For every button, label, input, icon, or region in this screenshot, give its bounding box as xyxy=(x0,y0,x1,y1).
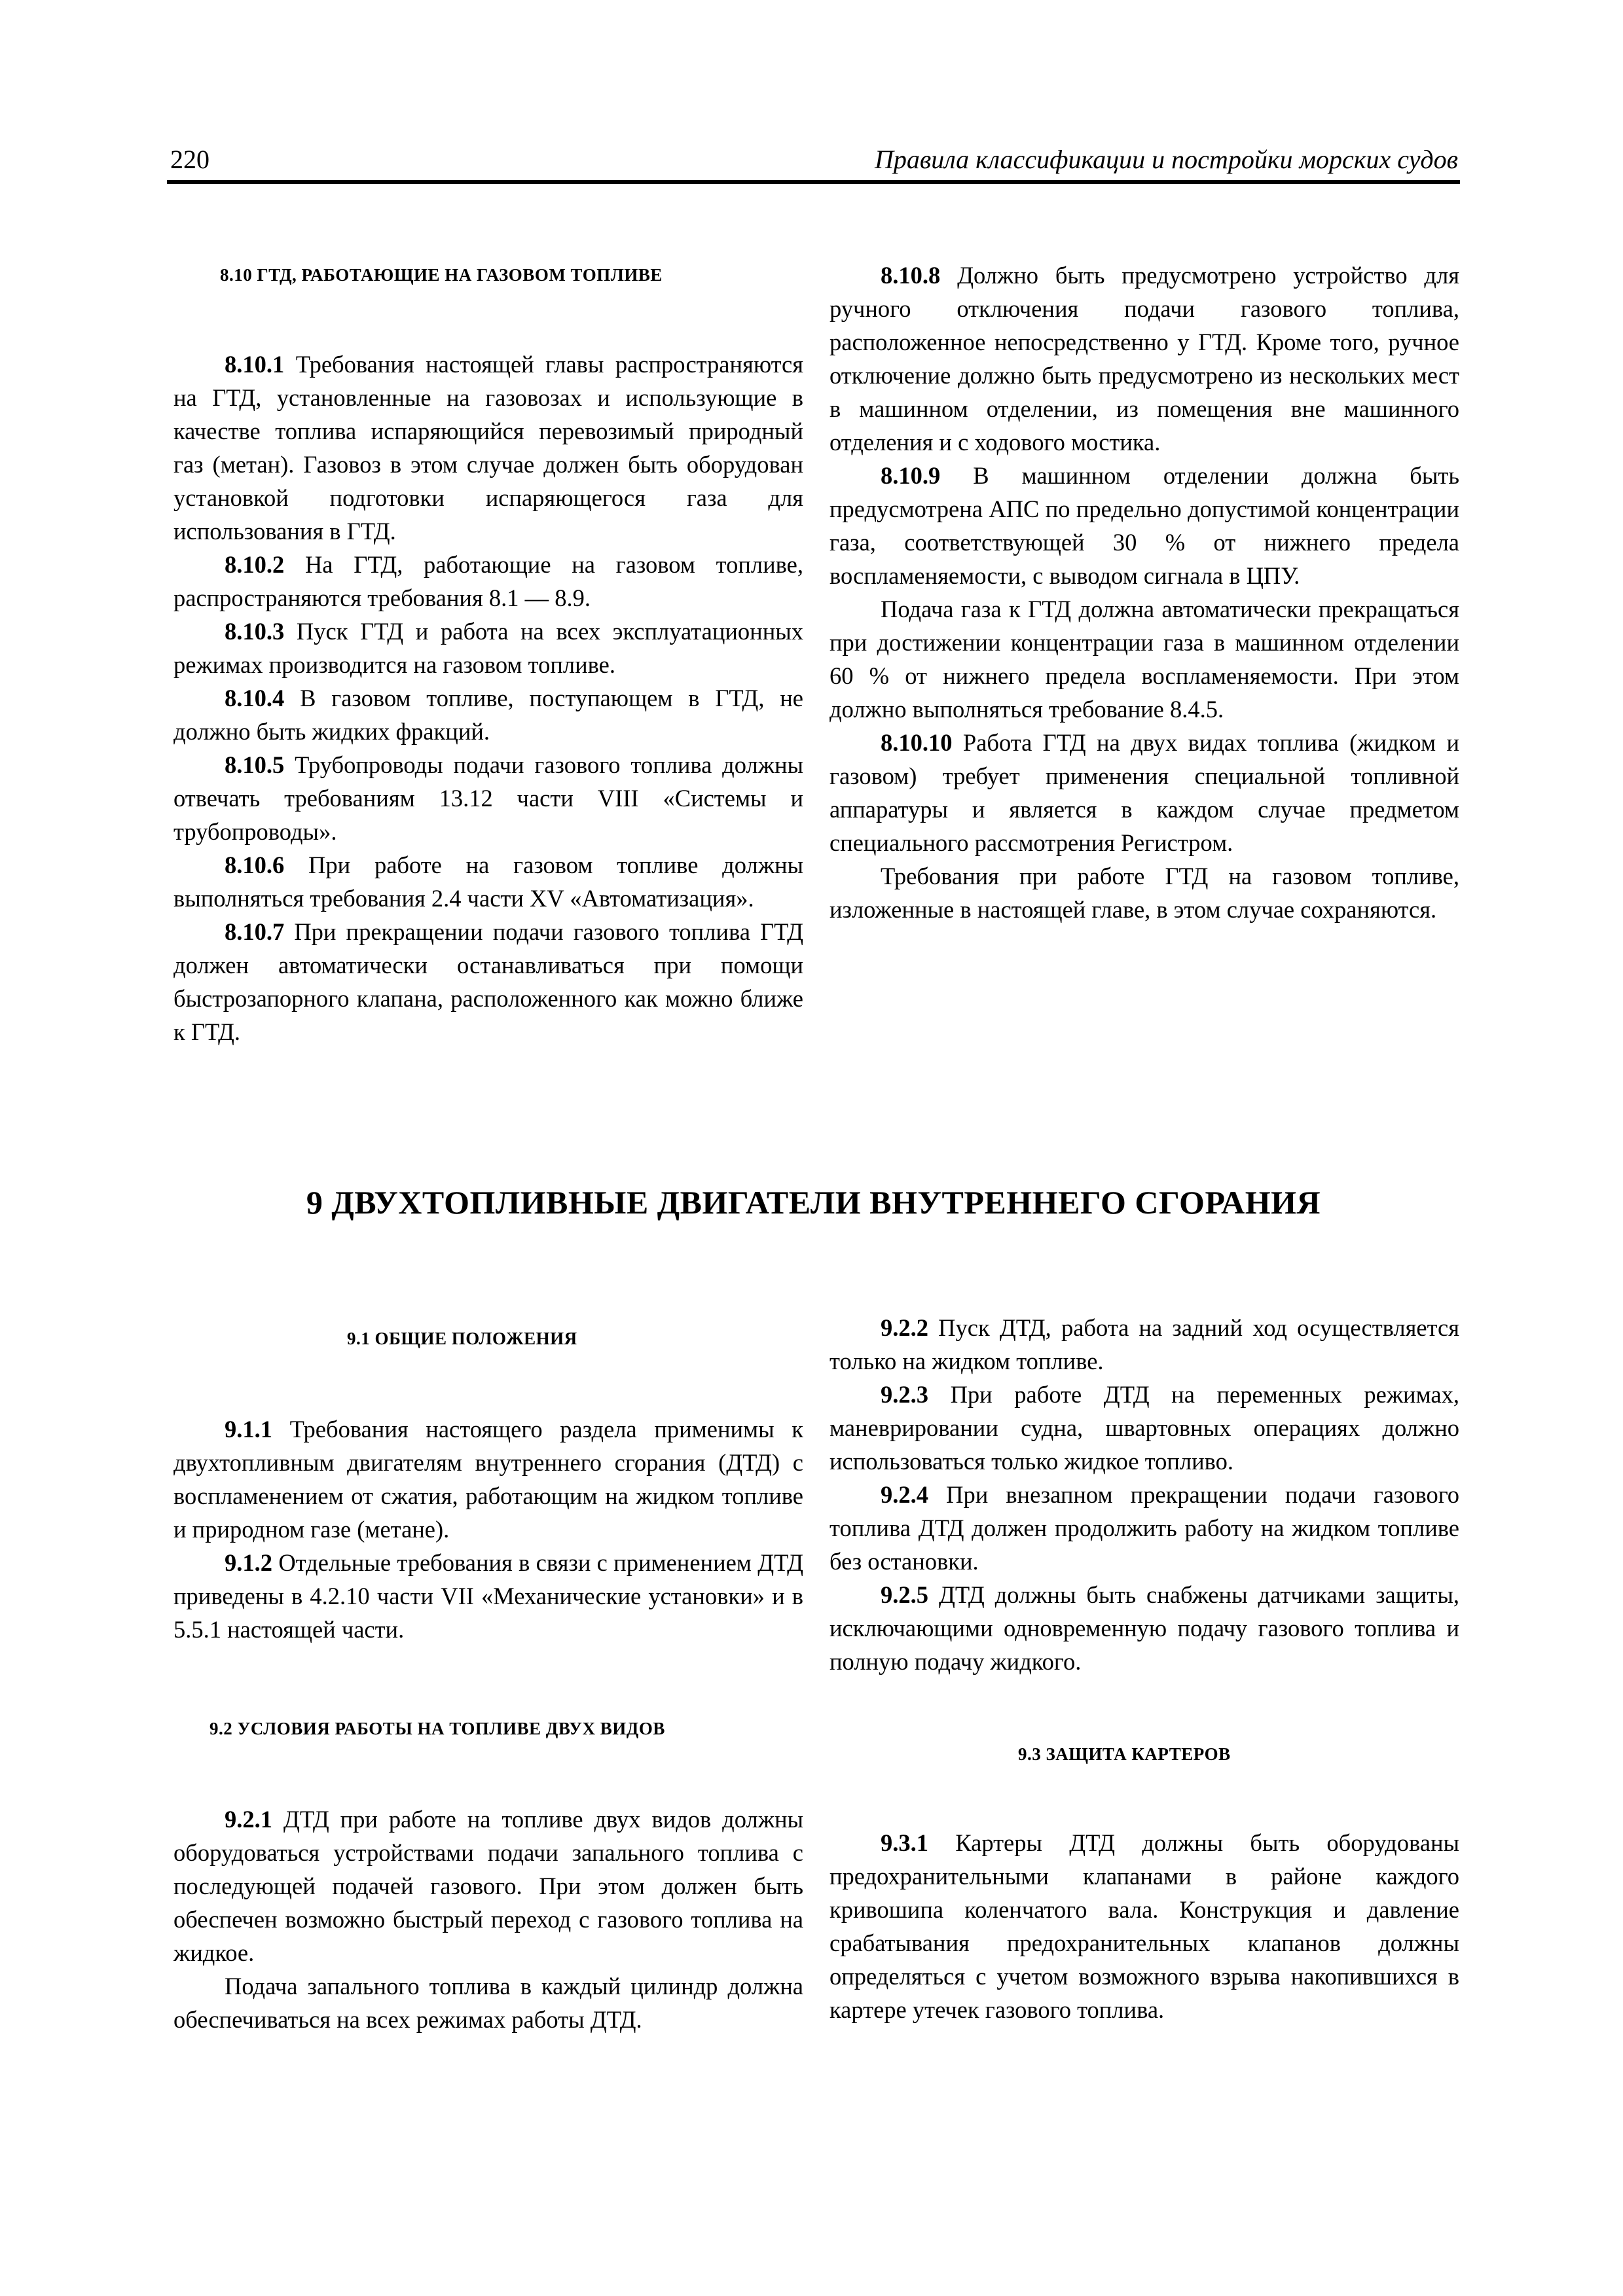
paragraph-gas-shutoff xyxy=(830,592,1459,726)
paragraph-8-10-4 xyxy=(173,681,803,748)
clause-number: 8.10.9 xyxy=(881,462,941,489)
paragraph-8-10-5 xyxy=(173,748,803,848)
clause-text: Картеры ДТД должны быть оборудованы предохранительными клапанами в районе каждого кривошипа коленчатого вала. Конструкция и давление срабатывания предохранительных клапанов должны определяться с учетом возможного взрыва накопившихся в картере утечек газового топлива. xyxy=(830,1829,1459,2023)
clause-number: 8.10.2 xyxy=(225,551,285,578)
paragraph-requirements-kept xyxy=(830,859,1459,926)
clause-text: Требования настоящего раздела применимы к двухтопливным двигателям внутреннего сгорания (ДТД) с воспламенением от сжатия, работающим на жидком топливе и природном газе (метане). xyxy=(173,1416,804,1543)
paragraph-9-2-4 xyxy=(830,1478,1459,1578)
paragraph-8-10-2 xyxy=(173,548,803,615)
section-9-3-column xyxy=(830,1826,1459,2026)
clause-number: 9.2.1 xyxy=(225,1806,272,1833)
section-9-2-left-column xyxy=(173,1803,803,2036)
paragraph-8-10-10 xyxy=(830,726,1459,859)
clause-text: В газовом топливе, поступающем в ГТД, не должно быть жидких фракций. xyxy=(173,685,803,745)
paragraph-8-10-9 xyxy=(830,459,1459,592)
clause-number: 8.10.7 xyxy=(225,918,285,945)
clause-text: В машинном отделении должна быть предусмотрена АПС по предельно допустимой концентрации газа, соответствующей 30 % от нижнего предела воспламеняемости, с выводом сигнала в ЦПУ. xyxy=(830,462,1459,589)
clause-text: При прекращении подачи газового топлива ГТД должен автоматически останавливаться при помощи быстрозапорного клапана, расположенного как можно ближе к ГТД. xyxy=(173,918,803,1045)
clause-text: Требования при работе ГТД на газовом топливе, изложенные в настоящей главе, в этом случае сохраняются. xyxy=(830,863,1459,923)
section-8-10-left-column xyxy=(173,348,803,1049)
clause-text: Подача запального топлива в каждый цилиндр должна обеспечиваться на всех режимах работы ДТД. xyxy=(173,1973,803,2033)
paragraph-8-10-1 xyxy=(173,348,803,548)
clause-number: 9.2.4 xyxy=(881,1481,928,1508)
paragraph-9-2-2 xyxy=(830,1311,1459,1378)
paragraph-9-1-2 xyxy=(173,1546,803,1646)
clause-text: Отдельные требования в связи с применением ДТД приведены в 4.2.10 части VII «Механические установки» и в 5.5.1 настоящей части. xyxy=(173,1549,804,1643)
heading-9-2: 9.2 УСЛОВИЯ РАБОТЫ НА ТОПЛИВЕ ДВУХ ВИДОВ xyxy=(210,1719,665,1738)
paragraph-8-10-3 xyxy=(173,615,803,681)
clause-number: 9.2.5 xyxy=(881,1581,928,1608)
clause-text: Должно быть предусмотрено устройство для ручного отключения подачи газового топлива, расположенное непосредственно у ГТД. Кроме того, ручное отключение должно быть предусмотрено из нескольких мест в машинном отделении, из помещения вне машинного отделения и с ходового мостика. xyxy=(830,262,1460,456)
clause-number: 8.10.5 xyxy=(225,751,285,778)
clause-text: Трубопроводы подачи газового топлива должны отвечать требованиям 13.12 части VIII «Системы и трубопроводы». xyxy=(173,751,803,845)
clause-text: На ГТД, работающие на газовом топливе, распространяются требования 8.1 — 8.9. xyxy=(173,551,803,611)
clause-text: Работа ГТД на двух видах топлива (жидком и газовом) требует применения специальной топливной аппаратуры и является в каждом случае предметом специального рассмотрения Регистром. xyxy=(830,729,1459,856)
clause-number: 9.1.1 xyxy=(225,1416,272,1443)
section-9-1-column xyxy=(173,1412,803,1646)
clause-text: При работе на газовом топливе должны выполняться требования 2.4 части XV «Автоматизация». xyxy=(173,852,804,912)
paragraph-8-10-7 xyxy=(173,915,803,1049)
clause-text: Требования настоящей главы распространяются на ГТД, установленные на газовозах и использующие в качестве топлива испаряющийся перевозимый природный газ (метан). Газовоз в этом случае должен быть оборудован установкой подготовки испаряющегося газа для использования в ГТД. xyxy=(173,351,803,545)
clause-number: 8.10.8 xyxy=(881,262,941,289)
heading-8-10: 8.10 ГТД, РАБОТАЮЩИЕ НА ГАЗОВОМ ТОПЛИВЕ xyxy=(220,265,663,285)
section-9-heading: 9 ДВУХТОПЛИВНЫЕ ДВИГАТЕЛИ ВНУТРЕННЕГО СГОРАНИЯ xyxy=(306,1184,1321,1221)
section-8-10-right-column xyxy=(830,259,1459,926)
heading-9-3: 9.3 ЗАЩИТА КАРТЕРОВ xyxy=(1018,1744,1231,1764)
section-9-2-right-column xyxy=(830,1311,1459,1678)
paragraph-pilot-fuel xyxy=(173,1969,803,2036)
running-title: Правила классификации и постройки морских судов xyxy=(874,145,1458,174)
clause-number: 9.2.2 xyxy=(881,1314,928,1341)
clause-number: 9.3.1 xyxy=(881,1829,928,1856)
clause-number: 8.10.1 xyxy=(225,351,285,378)
paragraph-8-10-6 xyxy=(173,848,803,915)
paragraph-9-2-3 xyxy=(830,1378,1459,1478)
clause-text: Пуск ДТД, работа на задний ход осуществляется только на жидком топливе. xyxy=(830,1314,1459,1374)
clause-text: Подача газа к ГТД должна автоматически прекращаться при достижении концентрации газа в машинном отделении 60 % от нижнего предела воспламеняемости. При этом должно выполняться требование 8.4.5. xyxy=(830,596,1459,723)
paragraph-8-10-8 xyxy=(830,259,1459,459)
clause-number: 8.10.10 xyxy=(881,729,953,756)
clause-text: При работе ДТД на переменных режимах, маневрировании судна, швартовных операциях должно использоваться только жидкое топливо. xyxy=(830,1381,1459,1475)
clause-number: 9.1.2 xyxy=(225,1549,272,1576)
clause-number: 9.2.3 xyxy=(881,1381,928,1408)
clause-text: ДТД должны быть снабжены датчиками защиты, исключающими одновременную подачу газового топлива и полную подачу жидкого. xyxy=(830,1581,1459,1675)
clause-text: Пуск ГТД и работа на всех эксплуатационных режимах производится на газовом топливе. xyxy=(173,618,803,678)
clause-number: 8.10.6 xyxy=(225,852,285,878)
paragraph-9-2-1 xyxy=(173,1803,803,1969)
page-header xyxy=(167,141,1460,184)
clause-number: 8.10.4 xyxy=(225,685,285,711)
clause-number: 8.10.3 xyxy=(225,618,285,645)
page-number: 220 xyxy=(170,145,210,174)
paragraph-9-2-5 xyxy=(830,1578,1459,1678)
paragraph-9-3-1 xyxy=(830,1826,1459,2026)
heading-9-1: 9.1 ОБЩИЕ ПОЛОЖЕНИЯ xyxy=(347,1329,577,1348)
clause-text: При внезапном прекращении подачи газового топлива ДТД должен продолжить работу на жидком топливе без остановки. xyxy=(830,1481,1460,1575)
clause-text: ДТД при работе на топливе двух видов должны оборудоваться устройствами подачи запального топлива с последующей подачей газового. При этом должен быть обеспечен возможно быстрый переход с газового топлива на жидкое. xyxy=(173,1806,804,1966)
paragraph-9-1-1 xyxy=(173,1412,803,1546)
